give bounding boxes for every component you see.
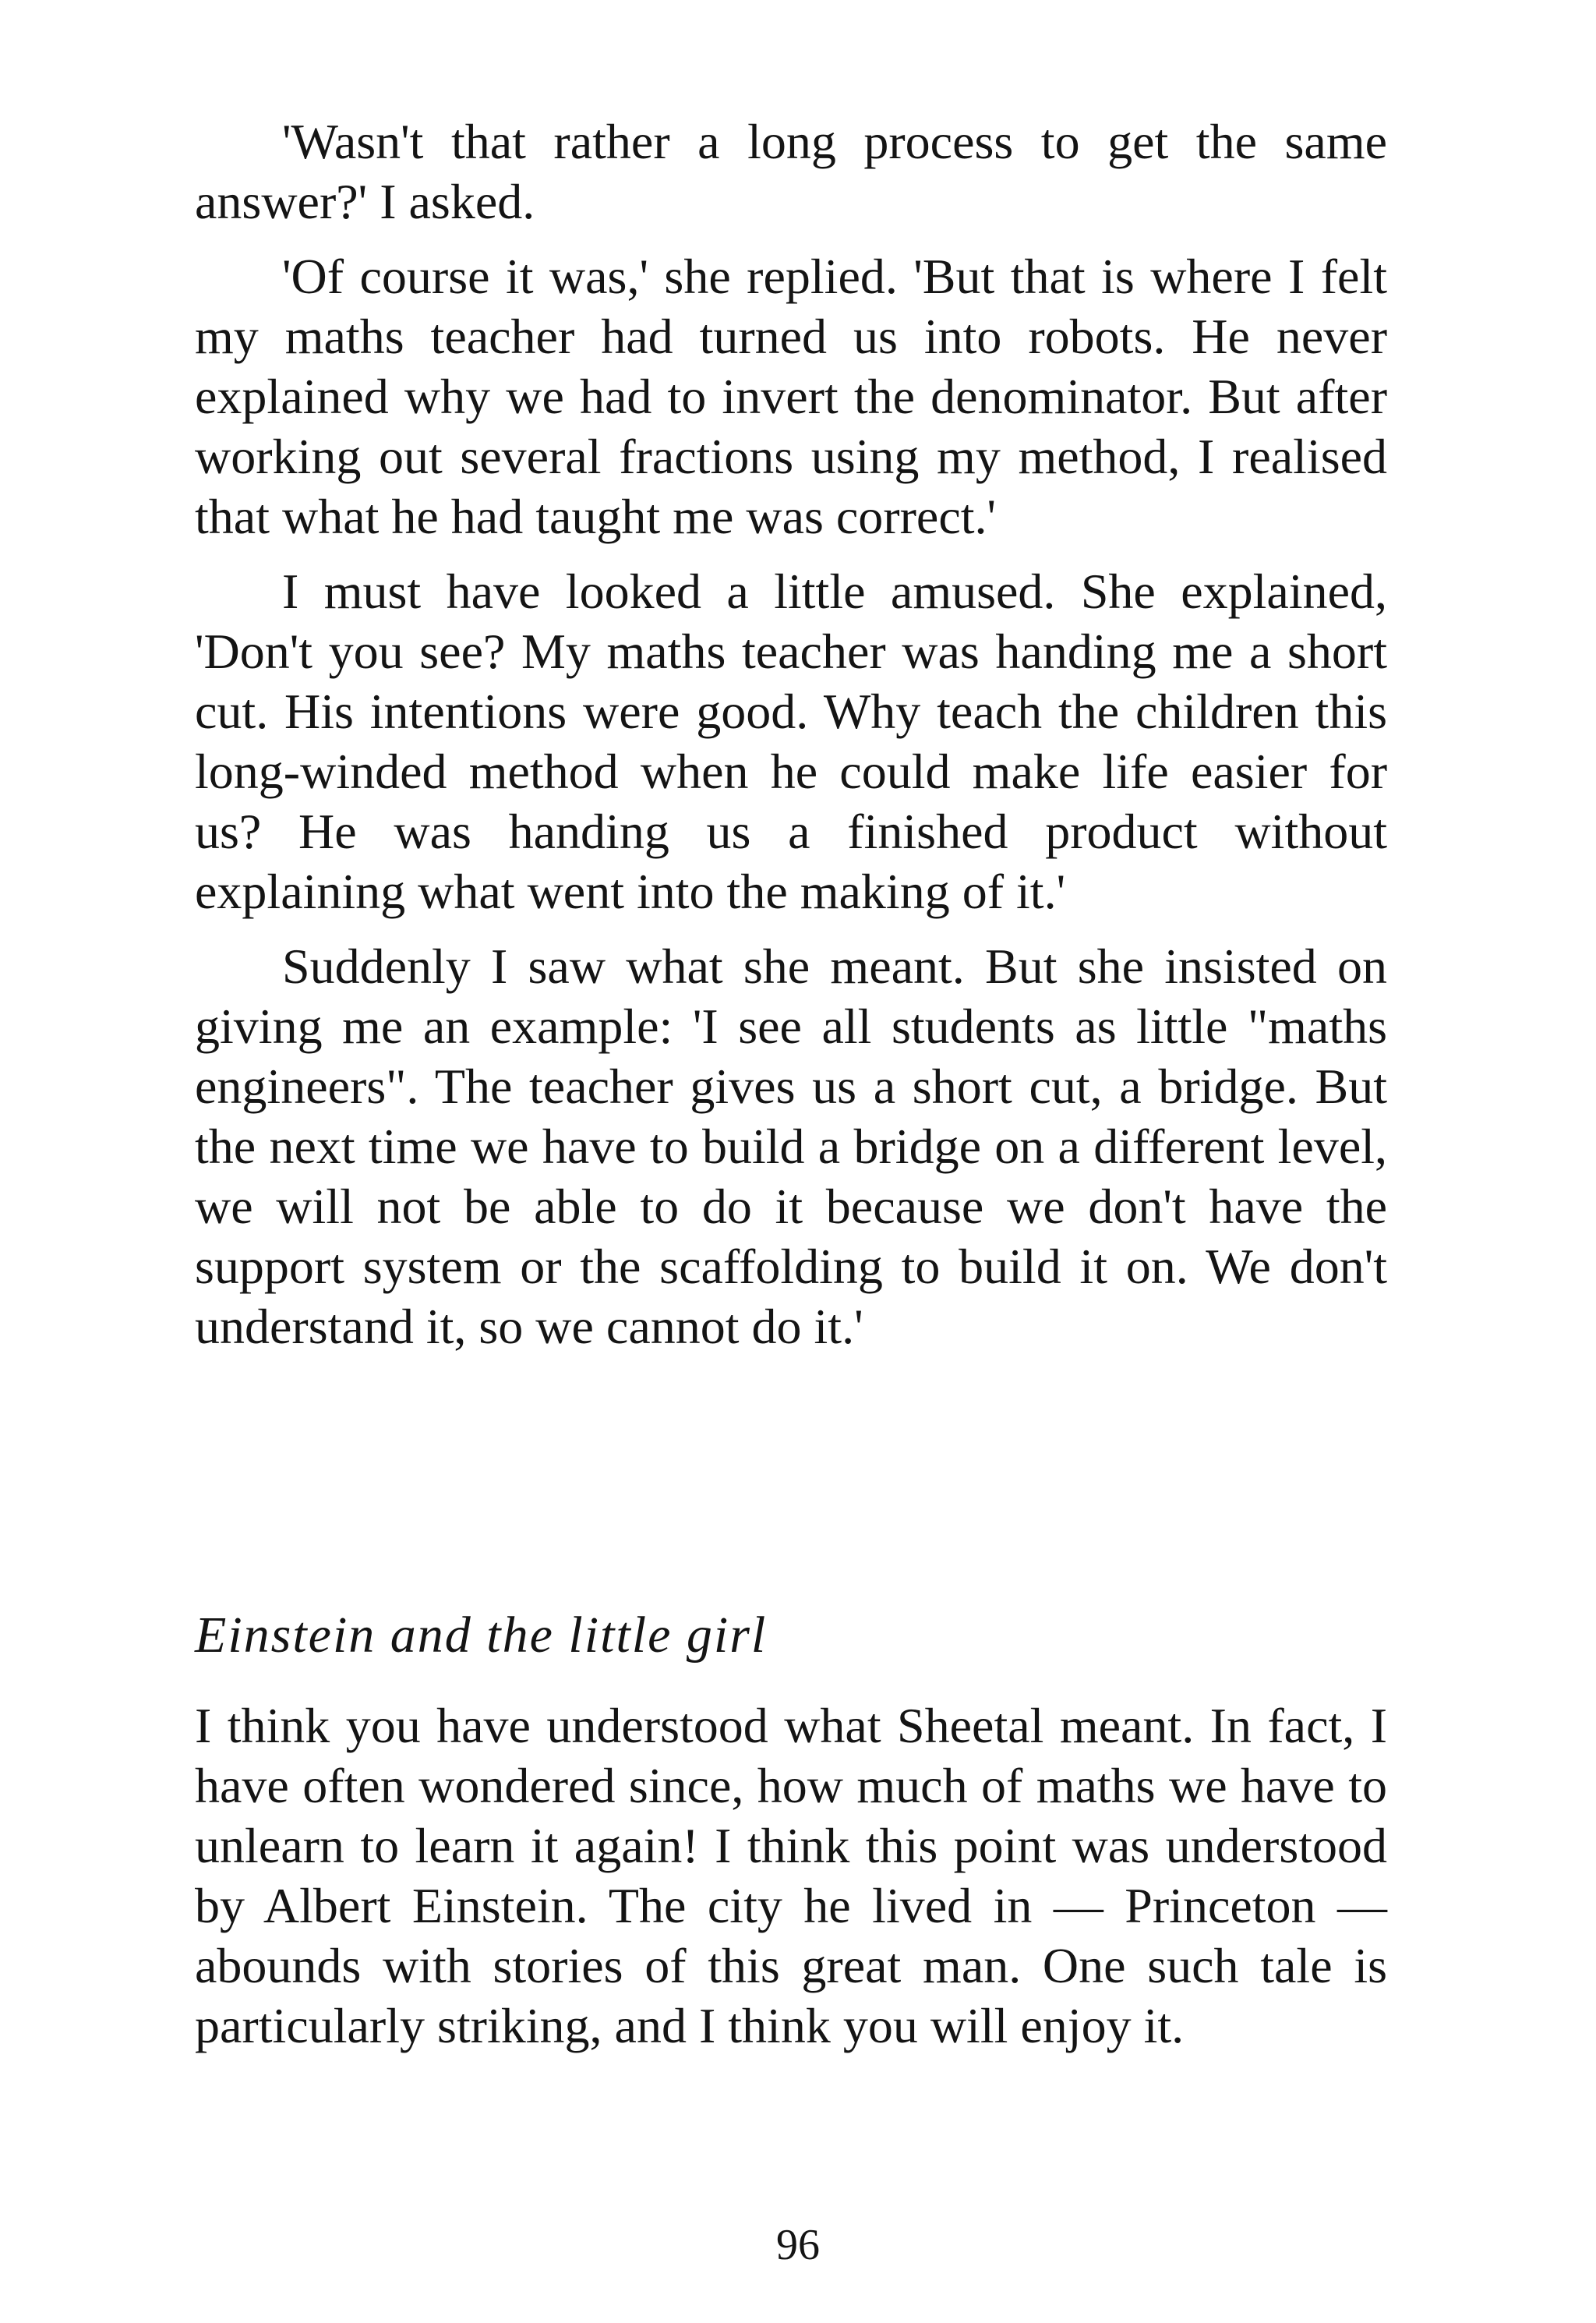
body-text-bottom: [195, 1695, 1387, 2056]
paragraph-einstein: I think you have understood what Sheetal meant. In fact, I have often wondered since, how much of maths we have to unlearn to learn it again! I think this point was understood by Albert Einstein. The city he lived in — Princeton — abounds with stories of this great man. One such tale is particularly striking, and I think you will enjoy it.: [195, 1698, 1387, 2053]
section-heading: Einstein and the little girl: [195, 1607, 768, 1664]
paragraph-maths-engineers: Suddenly I saw what she meant. But she insisted on giving me an example: 'I see all students as little "maths engineers". The teacher gives us a short cut, a bridge. But the next time we have to build a bridge on a different level, we will not be able to do it because we don't have the support system or the scaffolding to build it on. We don't understand it, so we cannot do it.': [195, 939, 1387, 1354]
page-number: 96: [776, 2221, 820, 2269]
paragraph-robots: 'Of course it was,' she replied. 'But that is where I felt my maths teacher had turned us into robots. He never explained why we had to invert the denominator. But after working out several fractions using my method, I realised that what he had taught me was correct.': [195, 249, 1387, 544]
paragraph-short-cut: I must have looked a little amused. She explained, 'Don't you see? My maths teacher was handing me a short cut. His intentions were good. Why teach the children this long-winded method when he could make life easier for us? He was handing us a finished product without explaining what went into the making of it.': [195, 564, 1387, 919]
body-text-top: [195, 111, 1387, 1356]
paragraph-long-process: 'Wasn't that rather a long process to get the same answer?' I asked.: [195, 114, 1387, 229]
